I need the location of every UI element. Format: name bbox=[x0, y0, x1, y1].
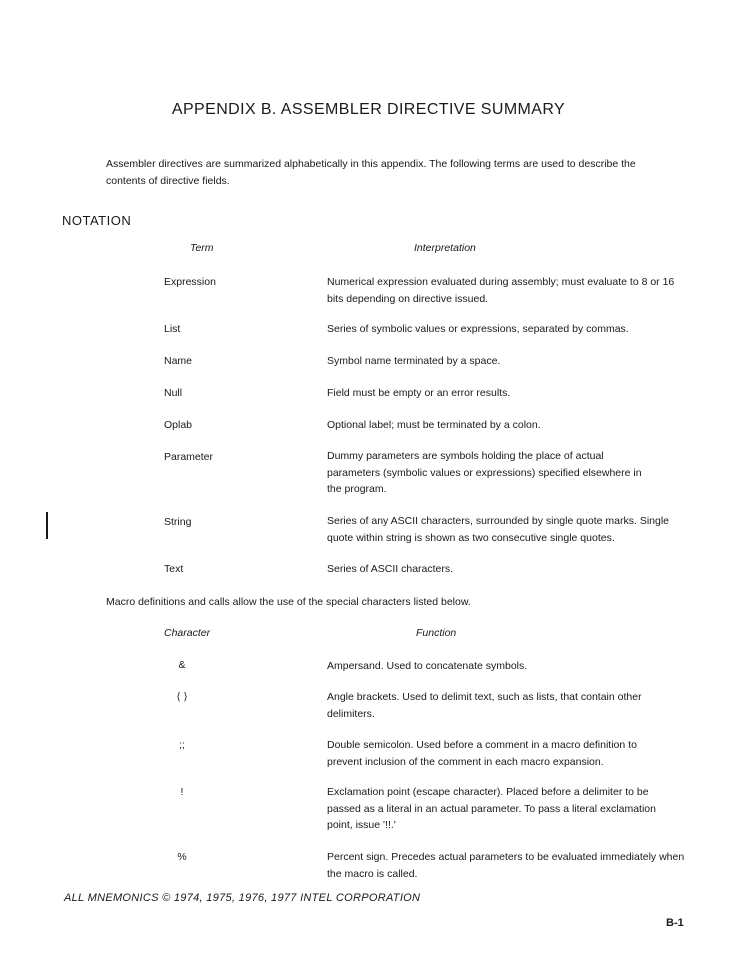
page-title: APPENDIX B. ASSEMBLER DIRECTIVE SUMMARY bbox=[171, 101, 566, 118]
term-oplab: Oplab bbox=[164, 419, 193, 431]
term-column-header: Term bbox=[190, 242, 214, 254]
char-exclamation: ! bbox=[180, 786, 184, 798]
term-null: Null bbox=[164, 387, 183, 399]
page-number: B-1 bbox=[666, 917, 684, 929]
copyright-footer: ALL MNEMONICS © 1974, 1975, 1976, 1977 INTEL CORPORATION bbox=[64, 892, 421, 904]
term-string: String bbox=[164, 516, 192, 528]
function-column-header: Function bbox=[416, 627, 457, 639]
intro-paragraph: Assembler directives are summarized alphabetically in this appendix. The following terms are used to describe the contents of directive fields. bbox=[106, 158, 636, 187]
term-expression: Expression bbox=[164, 276, 216, 288]
desc-text: Series of ASCII characters. bbox=[327, 563, 454, 575]
desc-list: Series of symbolic values or expressions, separated by commas. bbox=[327, 323, 629, 335]
term-text: Text bbox=[164, 563, 184, 575]
char-ampersand: & bbox=[178, 659, 186, 671]
char-double-semicolon: ;; bbox=[179, 739, 185, 751]
term-parameter: Parameter bbox=[164, 451, 214, 463]
char-percent: % bbox=[177, 851, 187, 863]
desc-parameter: Dummy parameters are symbols holding the place of actual parameters (symbolic values or expressions) specified elsewhere in the program. bbox=[327, 450, 642, 495]
character-column-header: Character bbox=[164, 627, 211, 639]
desc-exclamation: Exclamation point (escape character). Placed before a delimiter to be passed as a literal in an actual parameter. To pass a literal exclamation point, issue '!!.' bbox=[327, 786, 656, 831]
notation-heading: NOTATION bbox=[62, 213, 132, 228]
desc-percent: Percent sign. Precedes actual parameters to be evaluated immediately when the macro is called. bbox=[327, 851, 685, 880]
desc-name: Symbol name terminated by a space. bbox=[327, 355, 501, 367]
interpretation-column-header: Interpretation bbox=[414, 242, 476, 254]
desc-oplab: Optional label; must be terminated by a colon. bbox=[327, 419, 541, 431]
desc-null: Field must be empty or an error results. bbox=[327, 387, 511, 399]
term-name: Name bbox=[164, 355, 193, 367]
desc-expression: Numerical expression evaluated during assembly; must evaluate to 8 or 16 bits depending on directive issued. bbox=[327, 276, 675, 305]
desc-double-semicolon: Double semicolon. Used before a comment in a macro definition to prevent inclusion of the comment in each macro expansion. bbox=[327, 739, 637, 768]
term-list: List bbox=[164, 323, 181, 335]
macro-intro: Macro definitions and calls allow the use of the special characters listed below. bbox=[106, 596, 471, 608]
desc-angle-brackets: Angle brackets. Used to delimit text, such as lists, that contain other delimiters. bbox=[327, 691, 642, 720]
char-angle-brackets: ⟨ ⟩ bbox=[176, 691, 188, 703]
change-bar bbox=[46, 512, 48, 539]
desc-ampersand: Ampersand. Used to concatenate symbols. bbox=[327, 660, 528, 672]
desc-string: Series of any ASCII characters, surrounded by single quote marks. Single quote within string is shown as two consecutive single quotes. bbox=[327, 515, 670, 544]
